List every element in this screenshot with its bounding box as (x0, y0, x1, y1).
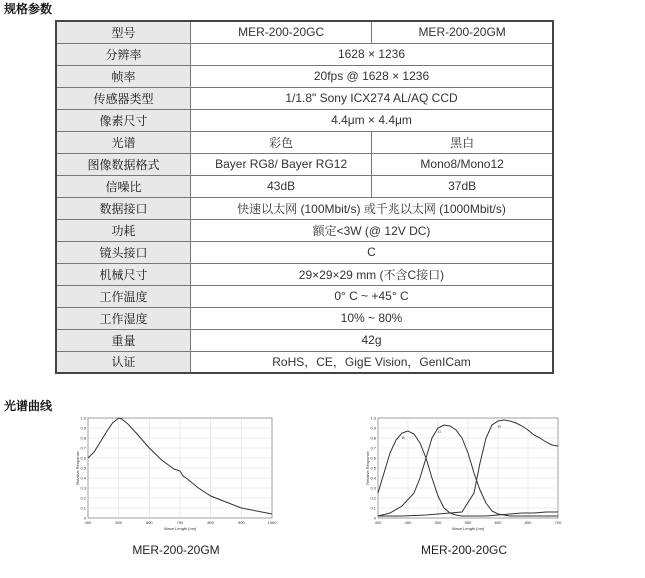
x-tick-label: 700 (176, 520, 184, 525)
spec-section-title: 规格参数 (4, 2, 53, 16)
y-tick-label: 0 (83, 515, 86, 521)
x-tick-label: 550 (464, 520, 472, 525)
series-annotation: R (498, 424, 501, 429)
y-tick-label: 0.3 (80, 485, 86, 491)
table-row (56, 307, 553, 329)
spec-label: 工作湿度 (56, 307, 191, 329)
y-tick-label: 0.8 (370, 435, 376, 441)
spec-label: 镜头接口 (56, 241, 191, 263)
table-row (56, 131, 553, 153)
spec-value-gm: 黑白 (372, 131, 553, 153)
y-tick-label: 1.0 (370, 415, 376, 421)
x-axis-label: Wave Length [nm] (451, 526, 485, 531)
spec-label: 像素尺寸 (56, 109, 191, 131)
table-row (56, 351, 553, 373)
table-row (56, 109, 553, 131)
spec-value-gc: 43dB (191, 175, 372, 197)
table-row (56, 329, 553, 351)
x-axis-label: Wave Length [nm] (163, 526, 197, 531)
y-axis-label: Relative Response (75, 451, 80, 485)
y-tick-label: 0.6 (370, 455, 376, 461)
chart-color-svg (366, 412, 562, 534)
x-tick-label: 700 (554, 520, 562, 525)
table-row (56, 65, 553, 87)
table-row (56, 43, 553, 65)
y-tick-label: 0.1 (80, 505, 86, 511)
x-tick-label: 600 (494, 520, 502, 525)
y-tick-label: 0.3 (370, 485, 376, 491)
y-tick-label: 1.0 (80, 415, 86, 421)
spec-table (55, 20, 554, 374)
spec-model-gc: MER-200-20GC (191, 21, 372, 43)
table-row (56, 21, 553, 43)
spec-label: 认证 (56, 351, 191, 373)
y-tick-label: 0.2 (370, 495, 376, 501)
x-tick-label: 1000 (267, 520, 277, 525)
spec-value: 29×29×29 mm (不含C接口) (191, 263, 554, 285)
chart-mono (76, 412, 276, 534)
x-tick-label: 650 (524, 520, 532, 525)
series-annotation: G (438, 429, 442, 434)
spec-value: C (191, 241, 554, 263)
spec-value-gm: Mono8/Mono12 (372, 153, 553, 175)
spec-value: 1628 × 1236 (191, 43, 554, 65)
y-tick-label: 0.6 (80, 455, 86, 461)
y-tick-label: 0.4 (80, 475, 86, 481)
spec-value: 4.4μm × 4.4μm (191, 109, 554, 131)
y-axis-label: Relative Response (365, 451, 370, 485)
x-tick-label: 500 (115, 520, 123, 525)
spec-label-model: 型号 (56, 21, 191, 43)
spec-model-gm: MER-200-20GM (372, 21, 553, 43)
spec-label: 功耗 (56, 219, 191, 241)
spec-value-gc: Bayer RG8/ Bayer RG12 (191, 153, 372, 175)
table-row (56, 153, 553, 175)
x-tick-label: 800 (207, 520, 215, 525)
spec-value: 42g (191, 329, 554, 351)
chart-mono-caption: MER-200-20GM (132, 543, 220, 557)
table-row (56, 197, 553, 219)
y-tick-label: 0.7 (80, 445, 86, 451)
x-tick-label: 400 (84, 520, 92, 525)
spec-label: 光谱 (56, 131, 191, 153)
y-tick-label: 0.8 (80, 435, 86, 441)
spec-value: 额定<3W (@ 12V DC) (191, 219, 554, 241)
y-tick-label: 0.5 (80, 465, 86, 471)
x-tick-label: 500 (434, 520, 442, 525)
spec-value-gc: 彩色 (191, 131, 372, 153)
spec-table-body (56, 21, 553, 373)
spec-label: 帧率 (56, 65, 191, 87)
y-tick-label: 0 (373, 515, 376, 521)
y-tick-label: 0.9 (370, 425, 376, 431)
table-row (56, 285, 553, 307)
table-row (56, 87, 553, 109)
y-tick-label: 0.9 (80, 425, 86, 431)
spec-label: 数据接口 (56, 197, 191, 219)
spec-label: 分辨率 (56, 43, 191, 65)
x-tick-label: 400 (374, 520, 382, 525)
series-annotation: B (402, 435, 405, 440)
x-tick-label: 900 (237, 520, 245, 525)
table-row (56, 175, 553, 197)
spec-label: 图像数据格式 (56, 153, 191, 175)
y-tick-label: 0.1 (370, 505, 376, 511)
spec-value: 20fps @ 1628 × 1236 (191, 65, 554, 87)
spec-label: 信噪比 (56, 175, 191, 197)
spec-value: RoHS，CE，GigE Vision，GenICam (191, 351, 554, 373)
spec-label: 重量 (56, 329, 191, 351)
spec-label: 传感器类型 (56, 87, 191, 109)
spec-value: 快速以太网 (100Mbit/s) 或千兆以太网 (1000Mbit/s) (191, 197, 554, 219)
spec-value-gm: 37dB (372, 175, 553, 197)
spec-value: 1/1.8" Sony ICX274 AL/AQ CCD (191, 87, 554, 109)
y-tick-label: 0.5 (370, 465, 376, 471)
y-tick-label: 0.4 (370, 475, 376, 481)
table-row (56, 263, 553, 285)
chart-color-caption: MER-200-20GC (420, 543, 508, 557)
spec-value: 10% ~ 80% (191, 307, 554, 329)
spec-label: 工作温度 (56, 285, 191, 307)
spec-label: 机械尺寸 (56, 263, 191, 285)
chart-mono-svg (76, 412, 276, 534)
y-tick-label: 0.2 (80, 495, 86, 501)
x-tick-label: 450 (404, 520, 412, 525)
table-row (56, 219, 553, 241)
y-tick-label: 0.7 (370, 445, 376, 451)
x-tick-label: 600 (145, 520, 153, 525)
curve-section-title: 光谱曲线 (4, 399, 53, 413)
chart-color (366, 412, 562, 534)
spec-value: 0° C ~ +45° C (191, 285, 554, 307)
table-row (56, 241, 553, 263)
